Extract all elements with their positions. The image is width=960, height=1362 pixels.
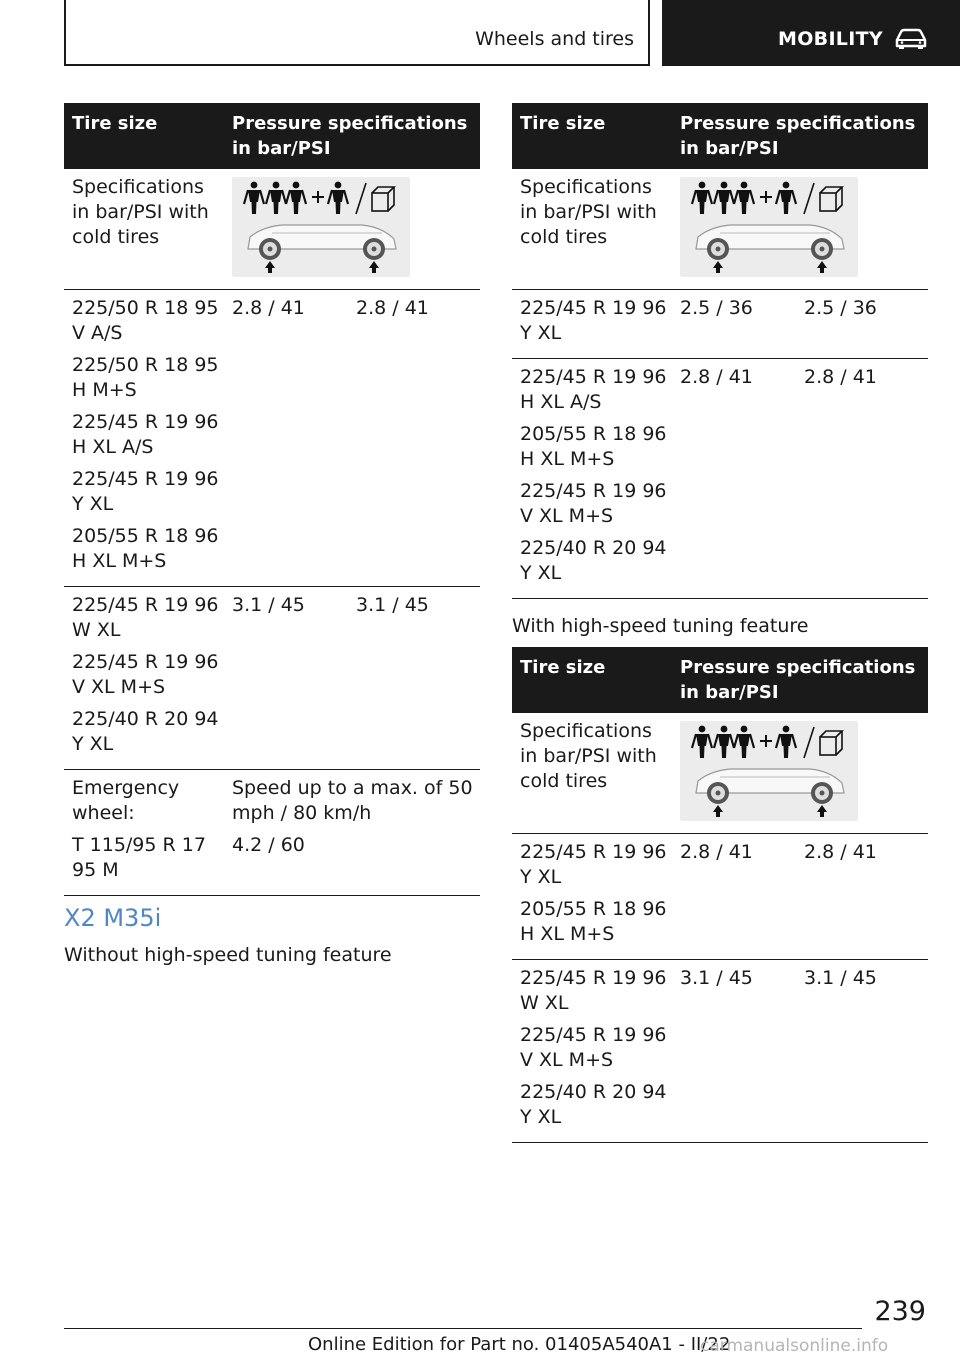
emergency-tire-size: T 115/95 R 17 95 M bbox=[72, 834, 206, 881]
tire-size: 225/45 R 19 96 V XL M+S bbox=[72, 651, 219, 698]
car-side-icon bbox=[696, 225, 844, 273]
pressure-table-right-top bbox=[512, 103, 928, 599]
load-diagram-icon bbox=[680, 177, 858, 277]
tire-size: 225/45 R 19 96 W XL bbox=[72, 594, 219, 641]
without-tuning-label: Without high-speed tuning feature bbox=[64, 944, 392, 966]
front-axle-arrow-icon bbox=[713, 261, 723, 273]
tire-size: 225/45 R 19 96 V XL M+S bbox=[520, 1024, 667, 1071]
tire-size: 225/40 R 20 94 Y XL bbox=[72, 708, 219, 755]
load-pictogram bbox=[680, 177, 858, 277]
tire-size: 225/50 R 18 95 V A/S bbox=[72, 297, 219, 344]
rear-pressure: 2.8 / 41 bbox=[356, 297, 429, 319]
table-row bbox=[512, 359, 928, 599]
spec-label: Specifications in bar/PSI with cold tires bbox=[72, 176, 209, 248]
tire-sizes-cell bbox=[512, 960, 674, 1142]
spec-label: Specifications in bar/PSI with cold tires bbox=[520, 720, 657, 792]
col-tire-size: Tire size bbox=[72, 113, 158, 134]
rear-pressure: 3.1 / 45 bbox=[356, 594, 429, 616]
load-pictogram bbox=[232, 177, 410, 277]
rear-axle-arrow-icon bbox=[817, 261, 827, 273]
edition-text: Online Edition for Part no. 01405A540A1 - II/22 bbox=[308, 1334, 731, 1355]
load-pictogram-cell bbox=[674, 713, 928, 833]
luggage-icon bbox=[372, 193, 388, 211]
tire-size: 225/45 R 19 96 Y XL bbox=[520, 841, 667, 888]
table-header bbox=[512, 103, 928, 169]
tire-sizes-cell bbox=[64, 587, 226, 769]
front-pressure: 3.1 / 45 bbox=[232, 594, 305, 616]
spec-label: Specifications in bar/PSI with cold tires bbox=[520, 176, 657, 248]
col-tire-size: Tire size bbox=[520, 657, 606, 678]
with-tuning-label: With high-speed tuning feature bbox=[512, 615, 809, 637]
tire-size: 225/45 R 19 96 Y XL bbox=[520, 297, 667, 344]
tire-size: 225/45 R 19 96 W XL bbox=[520, 967, 667, 1014]
occupants-icon bbox=[692, 182, 842, 214]
load-pictogram-cell bbox=[674, 169, 928, 289]
emergency-label: Emergency wheel: bbox=[72, 777, 180, 824]
col-tire-size: Tire size bbox=[520, 113, 606, 134]
tire-sizes-cell bbox=[512, 359, 674, 598]
table-row bbox=[64, 587, 480, 770]
spec-row bbox=[512, 713, 928, 834]
tire-sizes-cell bbox=[512, 290, 674, 358]
rear-pressure: 3.1 / 45 bbox=[804, 967, 877, 989]
tire-size: 225/50 R 18 95 H M+S bbox=[72, 354, 219, 401]
load-diagram-icon bbox=[232, 177, 410, 277]
tire-size: 225/45 R 19 96 V XL M+S bbox=[520, 480, 667, 527]
rear-axle-arrow-icon bbox=[817, 805, 827, 817]
luggage-icon bbox=[820, 193, 836, 211]
table-header bbox=[512, 647, 928, 713]
load-pictogram-cell bbox=[226, 169, 480, 289]
table-row bbox=[512, 960, 928, 1143]
col-pressure: Pressure specifications in bar/PSI bbox=[680, 657, 916, 703]
tire-size: 205/55 R 18 96 H XL M+S bbox=[520, 898, 667, 945]
header-section-box bbox=[64, 0, 650, 66]
tire-sizes-cell bbox=[512, 834, 674, 959]
emergency-row bbox=[64, 770, 480, 896]
tire-size: 225/45 R 19 96 Y XL bbox=[72, 468, 219, 515]
tire-size: 225/45 R 19 96 H XL A/S bbox=[72, 411, 219, 458]
pressure-table-left bbox=[64, 103, 480, 896]
watermark: carmanualsonline.info bbox=[700, 1336, 889, 1356]
front-axle-arrow-icon bbox=[265, 261, 275, 273]
col-pressure: Pressure specifications in bar/PSI bbox=[232, 113, 468, 159]
car-side-icon bbox=[248, 225, 396, 273]
emergency-cell bbox=[64, 770, 226, 895]
tire-size: 225/45 R 19 96 H XL A/S bbox=[520, 366, 667, 413]
front-pressure: 2.8 / 41 bbox=[680, 841, 753, 863]
occupants-icon bbox=[244, 182, 394, 214]
emergency-details bbox=[226, 770, 480, 895]
front-pressure: 3.1 / 45 bbox=[680, 967, 753, 989]
footer-divider bbox=[64, 1328, 862, 1329]
load-pictogram bbox=[680, 721, 858, 821]
tire-size: 225/40 R 20 94 Y XL bbox=[520, 1081, 667, 1128]
emergency-speed-note: Speed up to a max. of 50 mph / 80 km/h bbox=[232, 777, 473, 824]
table-row bbox=[512, 834, 928, 960]
rear-pressure: 2.5 / 36 bbox=[804, 297, 877, 319]
car-icon bbox=[894, 28, 928, 54]
tire-size: 205/55 R 18 96 H XL M+S bbox=[72, 525, 219, 572]
table-row bbox=[64, 290, 480, 587]
section-title: Wheels and tires bbox=[475, 28, 634, 50]
load-diagram-icon bbox=[680, 721, 858, 821]
page-number: 239 bbox=[874, 1296, 926, 1327]
tire-size: 225/40 R 20 94 Y XL bbox=[520, 537, 667, 584]
table-header bbox=[64, 103, 480, 169]
front-pressure: 2.8 / 41 bbox=[232, 297, 305, 319]
col-pressure: Pressure specifications in bar/PSI bbox=[680, 113, 916, 159]
front-pressure: 2.8 / 41 bbox=[680, 366, 753, 388]
occupants-icon bbox=[692, 726, 842, 758]
spec-row bbox=[64, 169, 480, 290]
emergency-pressure: 4.2 / 60 bbox=[232, 834, 305, 856]
front-pressure: 2.5 / 36 bbox=[680, 297, 753, 319]
luggage-icon bbox=[820, 737, 836, 755]
rear-pressure: 2.8 / 41 bbox=[804, 366, 877, 388]
model-heading: X2 M35i bbox=[64, 904, 162, 932]
table-row bbox=[512, 290, 928, 359]
car-side-icon bbox=[696, 769, 844, 817]
chapter-title: MOBILITY bbox=[778, 28, 883, 50]
tire-size: 205/55 R 18 96 H XL M+S bbox=[520, 423, 667, 470]
tire-sizes-cell bbox=[64, 290, 226, 586]
rear-pressure: 2.8 / 41 bbox=[804, 841, 877, 863]
rear-axle-arrow-icon bbox=[369, 261, 379, 273]
spec-row bbox=[512, 169, 928, 290]
chapter-tab[interactable] bbox=[662, 0, 960, 66]
front-axle-arrow-icon bbox=[713, 805, 723, 817]
pressure-table-right-bottom bbox=[512, 647, 928, 1143]
